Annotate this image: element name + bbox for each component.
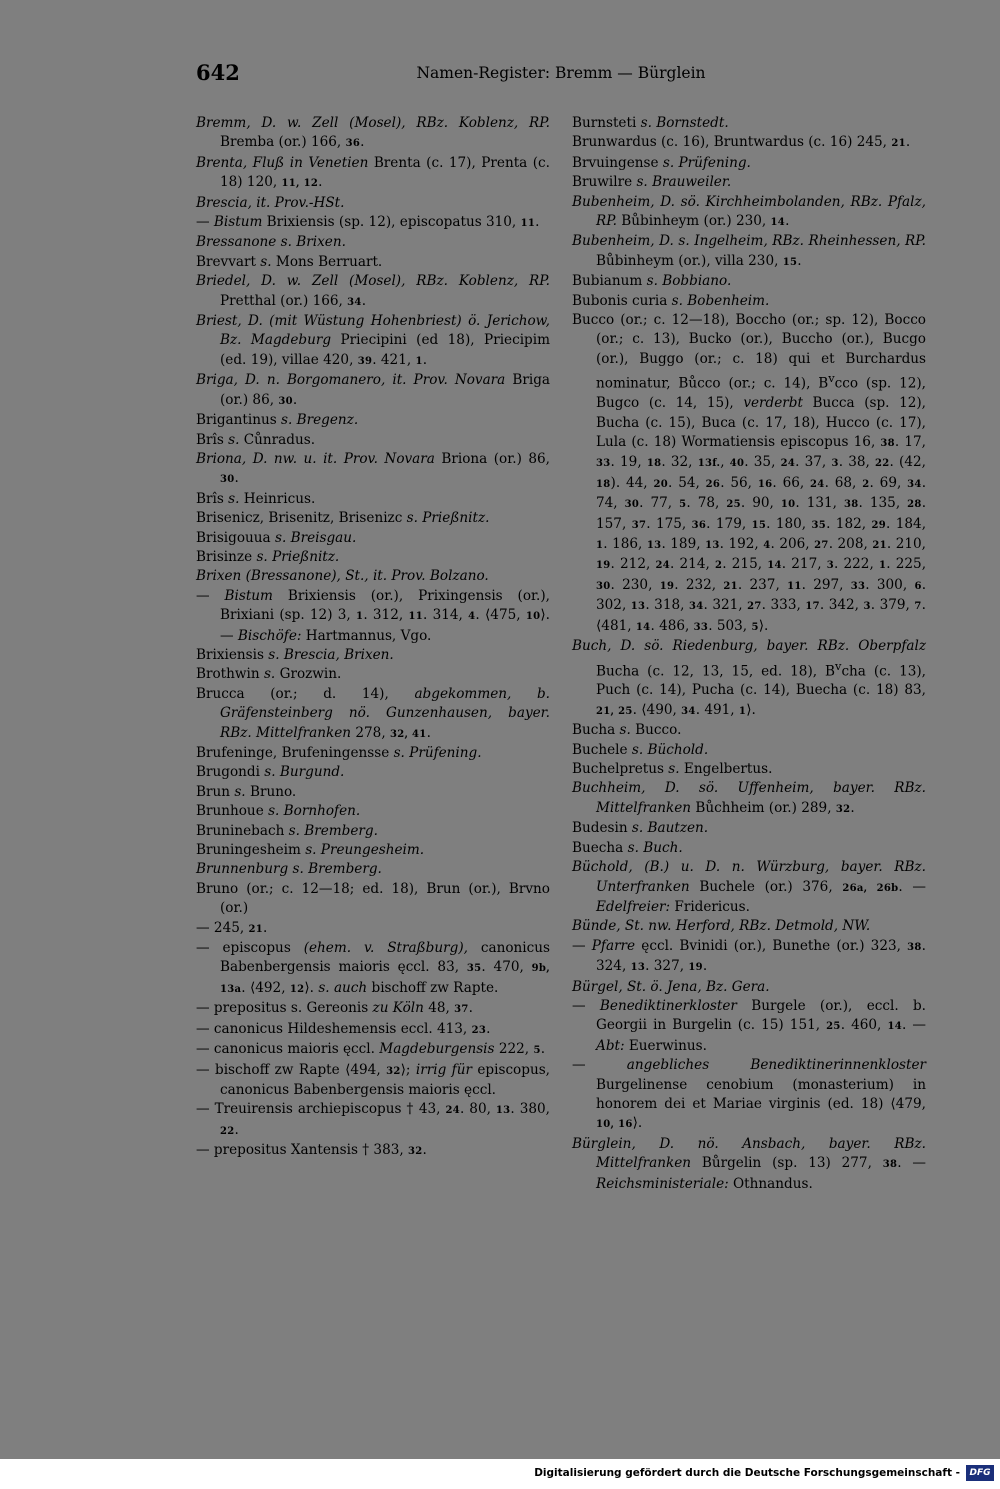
index-entry: — prepositus Xantensis † 383, 32.: [196, 1142, 427, 1159]
index-entry: — Pfarre ęccl. Bvinidi (or.), Bunethe (or.) 323, 38. 324, 13. 327, 19.: [572, 937, 926, 975]
index-entry: — bischoff zw Rapte ⟨494, 32⟩; irrig für episcopus, canonicus Babenbergensis maioris ęccl.: [196, 1061, 550, 1098]
index-entry: Bürgel, St. ö. Jena, Bz. Gera.: [572, 978, 770, 995]
index-entry: Brîs s. Cůnradus.: [196, 431, 316, 448]
index-entry: Bubenheim, D. s. Ingelheim, RBz. Rheinhessen, RP. Bůbinheym (or.), villa 230, 15.: [572, 233, 926, 269]
index-entry: Bruningesheim s. Preungesheim.: [196, 842, 425, 859]
index-entry: Buchelpretus s. Engelbertus.: [572, 761, 773, 778]
index-entry: Brevvart s. Mons Berruart.: [196, 253, 383, 270]
index-entry: Bünde, St. nw. Herford, RBz. Detmold, NW.: [572, 918, 871, 935]
index-entry: Buch, D. sö. Riedenburg, bayer. RBz. Oberpfalz Bucha (c. 12, 13, 15, ed. 18), $B^vcha$ (c. 13), Puch (c. 14), Pucha (c. 14), Buecha (c. 18) 83, 21, 25. ⟨490, 34. 491, 1⟩.: [572, 638, 926, 718]
index-entry: Bruwilre s. Brauweiler.: [572, 174, 732, 191]
page-number: 642: [196, 60, 240, 85]
index-entry: Brunwardus (c. 16), Bruntwardus (c. 16) 245, 21.: [572, 134, 911, 151]
index-entry: Bremm, D. w. Zell (Mosel), RBz. Koblenz, RP. Bremba (or.) 166, 36.: [196, 115, 550, 151]
page-running-title: Namen-Register: Bremm — Bürglein: [416, 64, 706, 82]
index-entry: — 245, 21.: [196, 919, 268, 936]
index-entry: Brîs s. Heinricus.: [196, 490, 316, 507]
index-entry: Bucco (or.; c. 12—18), Boccho (or.; sp. 12), Bocco (or.; c. 13), Bucko (or.), Buccho (or.), Bucgo (or.), Buggo (or.; c. 18) qui et Burchardus nominatur, Bůcco (or.; c. 14), $B^vcco$ (sp. 12), Bugco (c. 14, 15), verderbt Bucca (sp. 12), Bucha (c. 15), Buca (c. 17, 18), Hucco (c. 17), Lula (c. 18) Wormatiensis episcopus 16, 38. 17, 33. 19, 18. 32, 13f., 40. 35, 24. 37, 3. 38, 22. (42, 18). 44, 20. 54, 26. 56, 16. 66, 24. 68, 2. 69, 34. 74, 30. 77, 5. 78, 25. 90, 10. 131, 38. 135, 28. 157, 37. 175, 36. 179, 15. 180, 35. 182, 29. 184, 1. 186, 13. 189, 13. 192, 4. 206, 27. 208, 21. 210, 19. 212, 24. 214, 2. 215, 14. 217, 3. 222, 1. 225, 30. 230, 19. 232, 21. 237, 11. 297, 33. 300, 6. 302, 13. 318, 34. 321, 27. 333, 17. 342, 3. 379, 7. ⟨481, 14. 486, 33. 503, 5⟩.: [572, 312, 927, 634]
index-entry: — episcopus (ehem. v. Straßburg), canonicus Babenbergensis maioris ęccl. 83, 35. 470, 9b, 13a. ⟨492, 12⟩. s. auch bischoff zw Rapte.: [196, 940, 550, 996]
index-entry: Brunhoue s. Bornhofen.: [196, 803, 361, 820]
index-entry: Buchele s. Büchold.: [572, 741, 709, 758]
index-entry: Buchheim, D. sö. Uffenheim, bayer. RBz. Mittelfranken Bůchheim (or.) 289, 32.: [572, 780, 926, 816]
index-entry: Briest, D. (mit Wüstung Hohenbriest) ö. Jerichow, Bz. Magdeburg Priecipini (ed 18), Priecipim (ed. 19), villae 420, 39. 421, 1.: [196, 313, 550, 368]
index-entry: Bruninebach s. Bremberg.: [196, 822, 378, 839]
index-entry: Brigantinus s. Bregenz.: [196, 412, 359, 429]
index-entry: Bressanone s. Brixen.: [196, 234, 346, 251]
index-entry: — Treuirensis archiepiscopus † 43, 24. 80, 13. 380, 22.: [196, 1101, 550, 1138]
index-entry: Brisigouua s. Breisgau.: [196, 529, 357, 546]
index-entry: Brothwin s. Grozwin.: [196, 666, 342, 683]
footer-credit: Digitalisierung gefördert durch die Deutsche Forschungsgemeinschaft -: [534, 1467, 960, 1479]
dfg-logo: DFG: [966, 1465, 994, 1481]
index-entry: — prepositus s. Gereonis zu Köln 48, 37.: [196, 1000, 473, 1017]
index-entry: Bucha s. Bucco.: [572, 722, 682, 739]
index-entry: Brenta, Fluß in Venetien Brenta (c. 17), Prenta (c. 18) 120, 11, 12.: [196, 154, 550, 191]
index-entry: Bubonis curia s. Bobenheim.: [572, 292, 770, 309]
index-entry: Brufeninge, Brufeningensse s. Prüfening.: [196, 745, 482, 761]
index-entry: Briga, D. n. Borgomanero, it. Prov. Novara Briga (or.) 86, 30.: [196, 372, 550, 408]
index-entry: — Benediktinerkloster Burgele (or.), eccl. b. Georgii in Burgelin (c. 15) 151, 25. 460, 14. — Abt: Euerwinus.: [572, 997, 926, 1054]
index-entry: Briedel, D. w. Zell (Mosel), RBz. Koblenz, RP. Pretthal (or.) 166, 34.: [196, 273, 550, 309]
index-entry: Buecha s. Buch.: [572, 839, 683, 856]
index-entry: Brugondi s. Burgund.: [196, 764, 345, 781]
index-entry: — angebliches Benediktinerinnenkloster Burgelinense cenobium (monasterium) in honorem dei et Mariae virginis (ed. 18) ⟨479, 10, 16⟩.: [572, 1057, 926, 1132]
index-entry: Burnsteti s. Bornstedt.: [572, 115, 729, 131]
index-entry: Brisinze s. Prießnitz.: [196, 548, 340, 565]
index-entry: — Bistum Brixiensis (or.), Prixingensis (or.), Brixiani (sp. 12) 3, 1. 312, 11. 314, 4. ⟨475, 10⟩. — Bischöfe: Hartmannus, Vgo.: [196, 587, 550, 644]
index-entry: Brun s. Bruno.: [196, 783, 297, 800]
index-entry: Brescia, it. Prov.-HSt.: [196, 194, 345, 211]
index-entry: Bubianum s. Bobbiano.: [572, 273, 732, 290]
index-entry: Bürglein, D. nö. Ansbach, bayer. RBz. Mittelfranken Bůrgelin (sp. 13) 277, 38. — Reichsministeriale: Othnandus.: [572, 1135, 926, 1192]
index-entry: Brucca (or.; d. 14), abgekommen, b. Gräfensteinberg nö. Gunzenhausen, bayer. RBz. Mittelfranken 278, 32, 41.: [196, 685, 550, 741]
index-entry: — canonicus Hildeshemensis eccl. 413, 23.: [196, 1020, 491, 1037]
index-entry: Brisenicz, Brisenitz, Brisenizc s. Prießnitz.: [196, 510, 490, 527]
index-entry: Bruno (or.; c. 12—18; ed. 18), Brun (or.), Brvno (or.): [196, 880, 550, 917]
index-entry: Brvuingense s. Prüfening.: [572, 154, 751, 171]
index-entry: Büchold, (B.) u. D. n. Würzburg, bayer. RBz. Unterfranken Buchele (or.) 376, 26a, 26b. — Edelfreier: Fridericus.: [572, 859, 926, 915]
left-column: [196, 114, 550, 1162]
page-header: [196, 60, 926, 100]
index-entry: Brixiensis s. Brescia, Brixen.: [196, 646, 394, 663]
footer-bar: [0, 1459, 1000, 1489]
index-entry: Briona, D. nw. u. it. Prov. Novara Briona (or.) 86, 30.: [196, 450, 550, 487]
right-column: [572, 114, 926, 1194]
index-entry: — Bistum Brixiensis (sp. 12), episcopatus 310, 11.: [196, 214, 540, 231]
index-entry: — canonicus maioris ęccl. Magdeburgensis 222, 5.: [196, 1041, 546, 1058]
index-entry: Brunnenburg s. Bremberg.: [196, 861, 382, 878]
index-entry: Budesin s. Bautzen.: [572, 820, 709, 837]
index-entry: Brixen (Bressanone), St., it. Prov. Bolzano.: [196, 568, 489, 585]
index-entry: Bubenheim, D. sö. Kirchheimbolanden, RBz. Pfalz, RP. Bůbinheym (or.) 230, 14.: [572, 193, 926, 230]
